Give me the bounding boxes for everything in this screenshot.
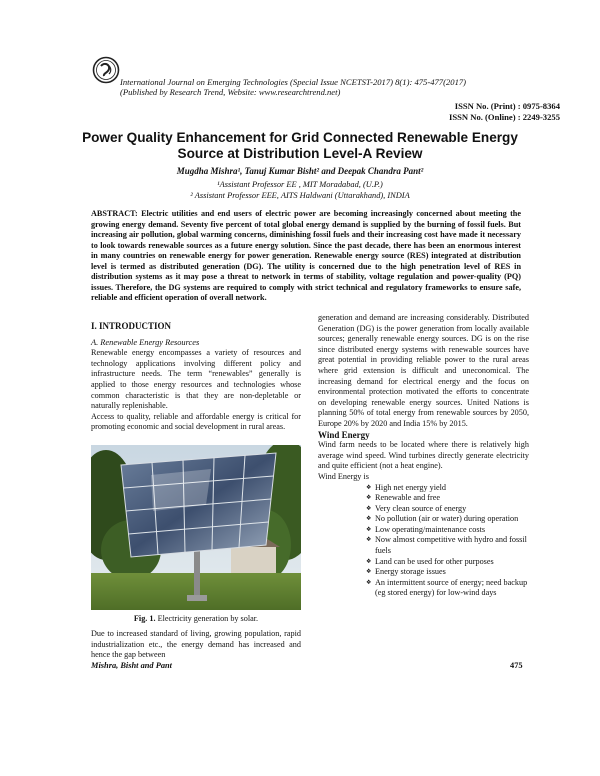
bullet-icon: ❖	[366, 558, 372, 565]
list-item: ❖ Renewable and free	[366, 493, 441, 503]
bullet-icon: ❖	[366, 579, 372, 586]
list-item: ❖ Land can be used for other purposes	[366, 556, 494, 566]
intro-paragraph-1: Renewable energy encompasses a variety of resources and technology applications involving different policy and infrastructure needs. The term “renewables” generally is applied to those energy resources and technologies whose common characteristic is that they are non-depletable or naturally replenishable.	[91, 348, 301, 411]
bullet-icon: ❖	[366, 569, 372, 576]
right-paragraph-1: generation and demand are increasing considerably. Distributed Generation (DG) is the power generation from locally available sources; generally renewable energy sources. DG is on the rise since distributed energy systems with renewable sources have great potential in providing reliable power to the rural areas where grid extension is difficult and uneconomical. The increasing demand for electrical energy and the focus on environmental protection motivated the efforts to concentrate on developing renewable energy sources. United Nations is planning 50% of total energy from renewable sources by 2050, Europe 20% by 2020 and India 15% by 2015.	[318, 313, 529, 428]
page-number: 475	[510, 661, 523, 670]
bullet-icon: ❖	[366, 537, 372, 544]
list-item: ❖ High net energy yield	[366, 482, 447, 492]
list-item: ❖ Low operating/maintenance costs	[366, 524, 486, 534]
issn-print: ISSN No. (Print) : 0975-8364	[454, 101, 560, 111]
publisher-line: (Published by Research Trend, Website: www.researchtrend.net)	[120, 87, 341, 97]
intro-paragraph-3: Due to increased standard of living, growing population, rapid industrialization etc., the energy demand has increased and hence the gap between	[91, 629, 301, 660]
section-heading-introduction: I. INTRODUCTION	[91, 321, 172, 331]
paper-authors: Mugdha Mishra¹, Tanuj Kumar Bisht² and Deepak Chandra Pant²	[176, 166, 424, 176]
subsection-heading-renewable: A. Renewable Energy Resources	[91, 337, 200, 347]
affiliation-1: ¹Assistant Professor EE , MIT Moradabad, (U.P.)	[217, 180, 383, 189]
list-item: ❖ Now almost competitive with hydro and fossil fuels	[366, 535, 527, 556]
bullet-icon: ❖	[366, 516, 372, 523]
wind-energy-list	[318, 483, 529, 600]
journal-logo-icon	[92, 56, 120, 84]
figure-caption-label: Fig. 1.	[133, 614, 156, 623]
figure-caption	[91, 614, 301, 623]
intro-paragraph-2: Access to quality, reliable and affordable energy is critical for promoting economic and social development in rural areas.	[91, 411, 301, 432]
issn-online: ISSN No. (Online) : 2249-3255	[448, 112, 560, 122]
solar-panel-figure	[91, 445, 301, 610]
list-item: ❖ No pollution (air or water) during operation	[366, 514, 519, 524]
footer-authors: Mishra, Bisht and Pant	[91, 661, 172, 670]
bullet-icon: ❖	[366, 505, 372, 512]
paper-title-line2: Source at Distribution Level-A Review	[177, 146, 423, 161]
wind-energy-heading: Wind Energy	[318, 429, 370, 440]
bullet-icon: ❖	[366, 484, 372, 491]
left-column-bottom	[91, 629, 301, 661]
bullet-icon: ❖	[366, 526, 372, 533]
abstract: ABSTRACT: Electric utilities and end users of electric power are becoming increasingly concerned about meeting the growing energy demand. Seventy five percent of total global energy demand is supplied by the burning of fossil fuels. But increasing air pollution, global warming concerns, diminishing fossil fuels and their increasing cost have made it necessary to look towards renewable sources as a future energy solution. Since the past decade, there has been an enormous interest in many countries on renewable energy for power generation. Renewable energy source (RES) integrated at distribution level is termed as distributed generation (DG). The utility is concerned due to the high penetration level of RES in distribution systems as it may pose a threat to network in terms of stability, voltage regulation and power-quality (PQ) issues. Therefore, the DG systems are required to comply with strict technical and regulatory frameworks to ensure safe, reliable and efficient operation of overall network.	[91, 209, 521, 302]
right-column	[318, 313, 529, 599]
paper-title	[60, 130, 540, 162]
journal-citation: International Journal on Emerging Technologies (Special Issue NCETST-2017) 8(1): 475-477(2017)	[120, 77, 467, 87]
affiliation-2: ² Assistant Professor EEE, AITS Haldwani (Uttarakhand), INDIA	[190, 191, 410, 200]
wind-energy-is: Wind Energy is	[318, 471, 369, 481]
wind-paragraph: Wind farm needs to be located where there is relatively high average wind speed. Wind turbines directly generate electricity and quite efficient (not a heat engine).	[318, 440, 529, 471]
bullet-icon: ❖	[366, 495, 372, 502]
list-item: ❖ An intermittent source of energy; need backup (eg stored energy) for low-wind days	[366, 577, 528, 598]
figure-caption-text: Electricity generation by solar.	[155, 614, 259, 623]
left-column-intro	[91, 321, 301, 433]
paper-title-line1: Power Quality Enhancement for Grid Connected Renewable Energy	[82, 130, 518, 145]
list-item: ❖ Energy storage issues	[366, 567, 446, 577]
list-item: ❖ Very clean source of energy	[366, 503, 467, 513]
